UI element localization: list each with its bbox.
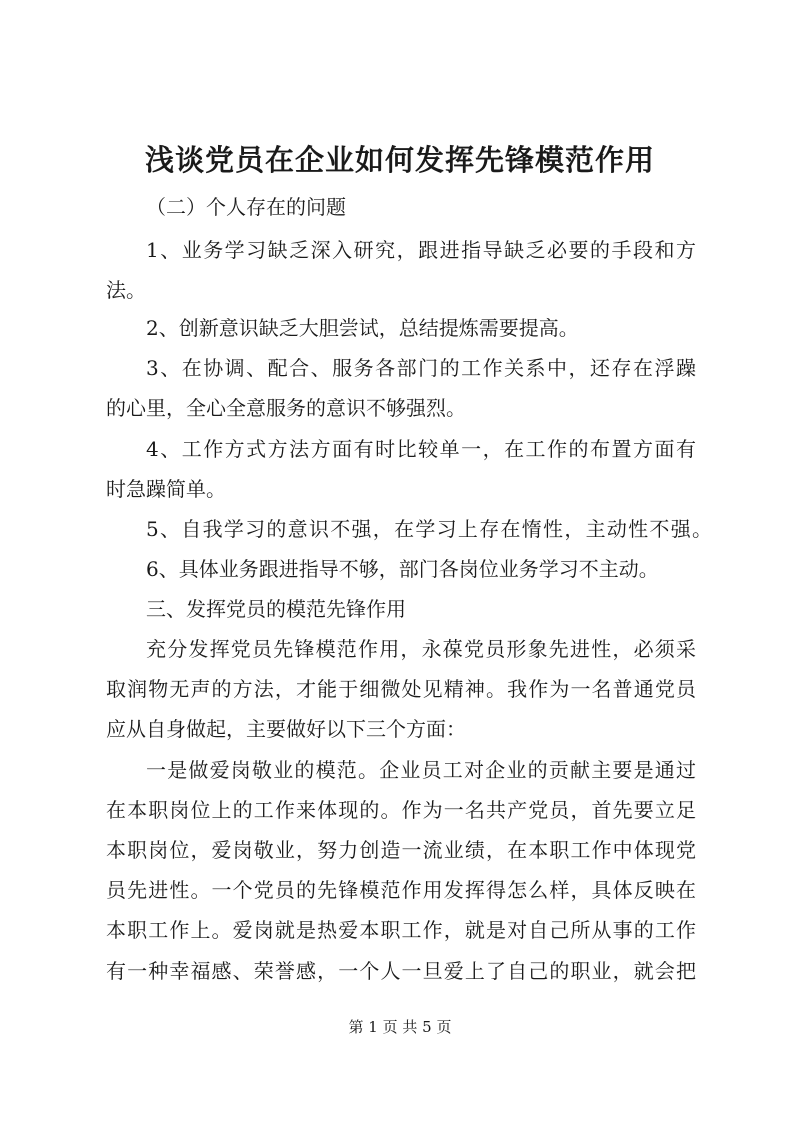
paragraph-line: 2、创新意识缺乏大胆尝试，总结提炼需要提高。 <box>146 316 579 340</box>
document-title: 浅谈党员在企业如何发挥先锋模范作用 <box>144 143 655 177</box>
paragraph-line: 1、业务学习缺乏深入研究，跟进指导缺乏必要的手段和方 <box>146 238 696 262</box>
paragraph-line: 时急躁简单。 <box>106 477 226 501</box>
paragraph-line: 本职岗位，爱岗敬业，努力创造一流业绩，在本职工作中体现党 <box>106 838 696 862</box>
paragraph-line: 4、工作方式方法方面有时比较单一，在工作的布置方面有 <box>146 437 696 461</box>
paragraph-line: 应从自身做起，主要做好以下三个方面： <box>106 717 466 741</box>
paragraph-line: 员先进性。一个党员的先锋模范作用发挥得怎么样，具体反映在 <box>106 878 696 902</box>
paragraph-line: 充分发挥党员先锋模范作用，永葆党员形象先进性，必须采 <box>146 637 696 661</box>
paragraph-line: 5、自我学习的意识不强，在学习上存在惰性，主动性不强。 <box>146 517 712 541</box>
paragraph-line: 在本职岗位上的工作来体现的。作为一名共产党员，首先要立足 <box>106 798 696 822</box>
section-heading: （二）个人存在的问题 <box>146 195 346 219</box>
paragraph-line: 一是做爱岗敬业的模范。企业员工对企业的贡献主要是通过 <box>146 758 696 782</box>
page-number-footer: 第 1 页 共 5 页 <box>348 1018 452 1036</box>
paragraph-line: 3、在协调、配合、服务各部门的工作关系中，还存在浮躁 <box>146 356 696 380</box>
paragraph-line: 法。 <box>106 278 146 302</box>
paragraph-line: 有一种幸福感、荣誉感，一个人一旦爱上了自己的职业，就会把 <box>106 959 696 983</box>
paragraph-line: 的心里，全心全意服务的意识不够强烈。 <box>106 396 466 420</box>
section-heading: 三、发挥党员的模范先锋作用 <box>146 597 406 621</box>
paragraph-line: 本职工作上。爱岗就是热爱本职工作，就是对自己所从事的工作 <box>106 918 696 942</box>
paragraph-line: 取润物无声的方法，才能于细微处见精神。我作为一名普通党员 <box>106 677 696 701</box>
paragraph-line: 6、具体业务跟进指导不够，部门各岗位业务学习不主动。 <box>146 557 659 581</box>
